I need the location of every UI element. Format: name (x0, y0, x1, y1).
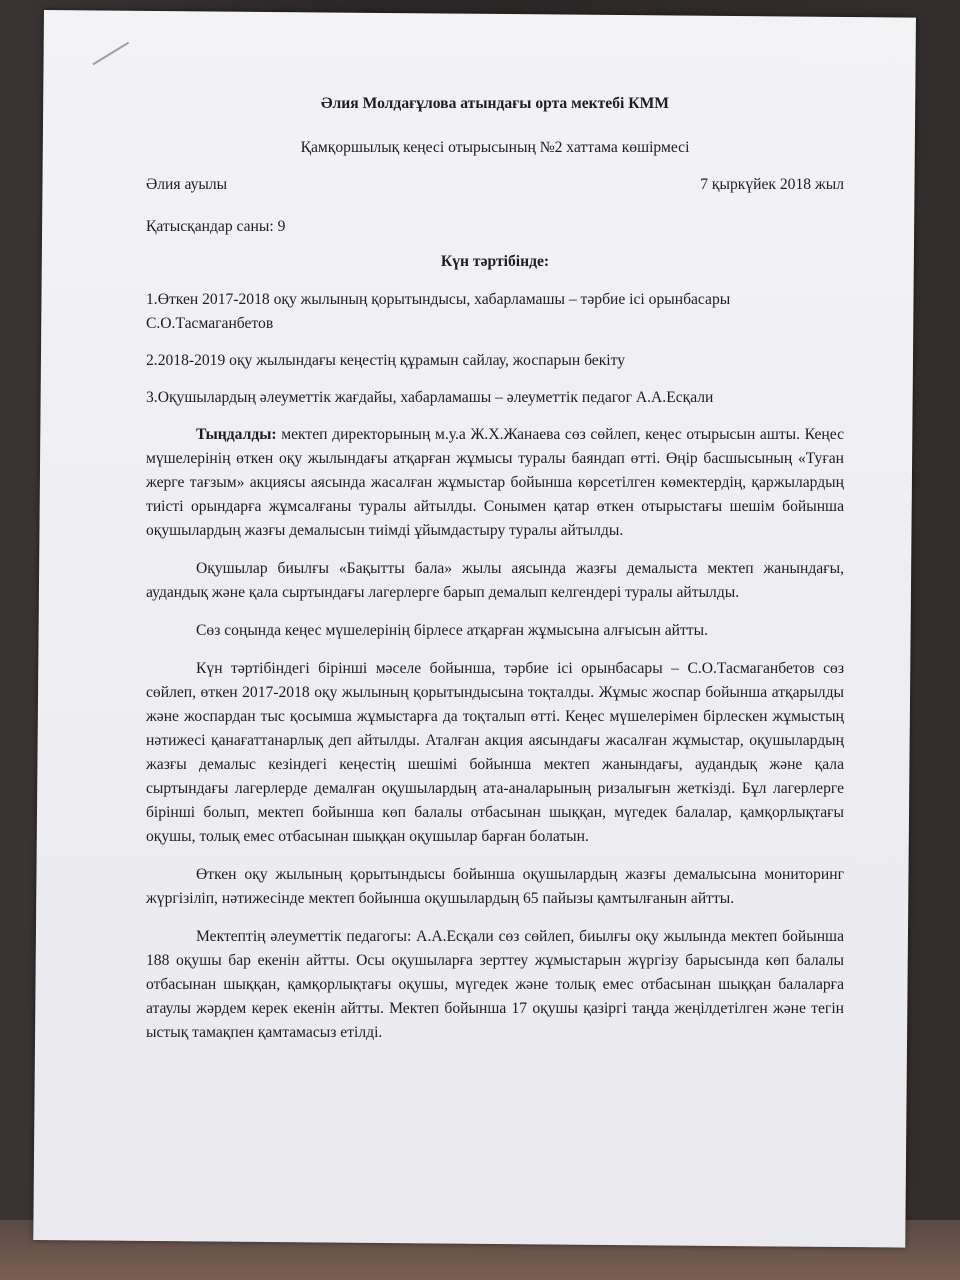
participants-count: Қатысқандар саны: 9 (146, 218, 286, 235)
agenda-item-1: 1.Өткен 2017-2018 оқу жылының қорытындысы, хабарламашы – тәрбие ісі орынбасары С.О.Тасмаганбетов (146, 291, 731, 332)
paragraph-3: Сөз соңында кеңес мүшелерінің бірлесе атқарған жұмысына алғысын айтты. (196, 622, 708, 639)
date: 7 қыркүйек 2018 жыл (700, 176, 844, 193)
agenda-item-2: 2.2018-2019 оқу жылындағы кеңестің құрамын сайлау, жоспарын бекіту (146, 352, 626, 369)
document-title: Әлия Молдағұлова атындағы орта мектебі КММ (320, 95, 670, 112)
document-subtitle: Қамқоршылық кеңесі отырысының №2 хаттама көшірмесі (300, 139, 690, 156)
paragraph-4: Күн тәртібіндегі бірінші мәселе бойынша, тәрбие ісі орынбасары – С.О.Тасмаганбетов сөз сөйлеп, өткен 2017-2018 оқу жылының қорытындысына тоқталды. Жұмыс жоспар бойынша атқарылды және жоспардан тыс қосымша жұмыстарға да тоқталып өтті. Кеңес мүшелерімен бірлескен жұмыстың нәтижесі қанағаттанарлық деп айтылды. Аталған акция аясындағы жасалған жұмыстар, оқушылардың жазғы демалыс кезіндегі кеңестің шешімі бойынша мектеп жанындағы, аудандық және қала сыртындағы лагерлерде демалған оқушылардың ата-аналарының ризалығын жеткізді. Бұл лагерлерге бірінші болып, мектеп бойынша көп балалы отбасынан шыққан, мүгедек балалар, қамқорлықтағы оқушы, толық емес отбасынан шыққан оқушылар барған болатын. (146, 660, 844, 845)
agenda-title: Күн тәртібінде: (440, 253, 550, 270)
paragraph-heard (146, 423, 844, 543)
paragraph-5: Өткен оқу жылының қорытындысы бойынша оқушылардың жазғы демалысына мониторинг жүргізіліп, нәтижесінде мектеп бойынша оқушылардың 65 пайызы қамтылғанын айтты. (146, 866, 844, 907)
agenda-item-3: 3.Оқушылардың әлеуметтік жағдайы, хабарламашы – әлеуметтік педагог А.А.Есқали (146, 389, 714, 406)
heard-label: Тыңдалды: (196, 426, 277, 443)
document-content (146, 92, 844, 1059)
paragraph-2: Оқушылар биылғы «Бақытты бала» жылы аясында жазғы демалыста мектеп жанындағы, аудандық және қала сыртындағы лагерлерге барып демалып келгендері туралы айтылды. (146, 560, 844, 601)
place: Әлия ауылы (146, 176, 228, 193)
paragraph-6: Мектептің әлеуметтік педагогы: А.А.Есқали сөз сөйлеп, биылғы оқу жылында мектеп бойынша 188 оқушы бар екенін айтты. Осы оқушыларға зерттеу жұмыстарын жүргізу барысында көп балалы отбасынан шыққан, қамқорлықтағы оқушы, мүгедек және толық емес отбасынан шыққан балаларға атаулы жәрдем керек екенін айтты. Мектеп бойынша 17 оқушы қазіргі таңда жеңілдетілген және тегін ыстық тамақпен қамтамасыз етілді. (146, 928, 844, 1041)
place-date-row (146, 173, 844, 197)
pencil-mark (92, 42, 129, 65)
heard-text: мектеп директорының м.у.а Ж.Х.Жанаева сөз сөйлеп, кеңес отырысын ашты. Кеңес мүшелерінің өткен оқу жылындағы атқарған жұмысы туралы баяндап өтті. Өңір басшысының «Туған жерге тағзым» акциясы аясында жасалған жұмыстар бойынша көрсетілген көмектердің, қаржылардың тиісті орындарға жұмсалғаны туралы айтылды. Сонымен қатар өткен отырыстағы шешім бойынша оқушылардың жазғы демалысын тиімді ұйымдастыру туралы айтылды. (146, 426, 844, 539)
